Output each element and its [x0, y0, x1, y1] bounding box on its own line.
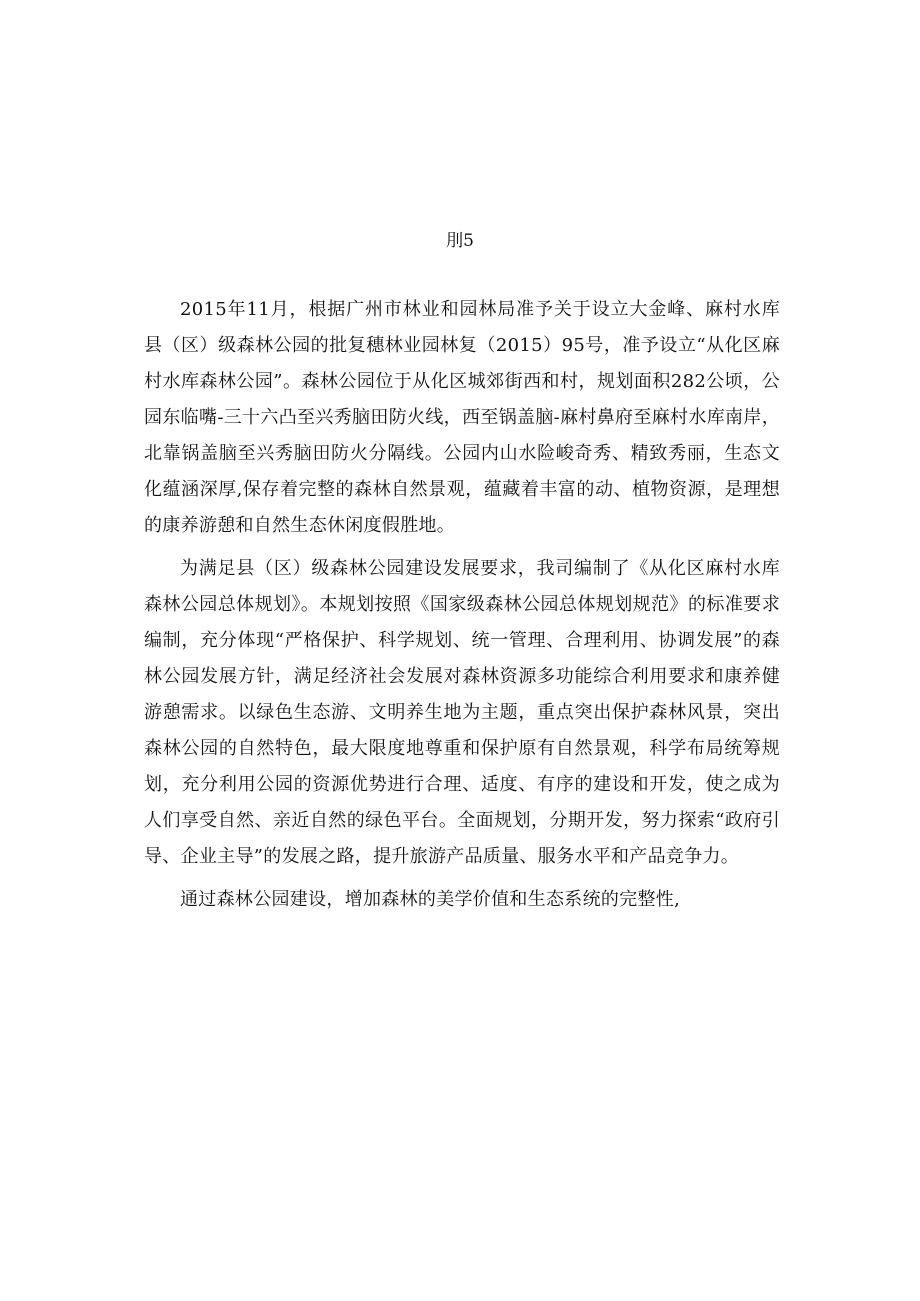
document-body — [144, 292, 780, 918]
paragraph-construction: 通过森林公园建设，增加森林的美学价值和生态系统的完整性, — [180, 889, 681, 910]
page-heading: 刖5 — [446, 231, 474, 251]
paragraph-plan: 为满足县（区）级森林公园建设发展要求，我司编制了《从化区麻村水库森林公园总体规划》。本规划按照《国家级森林公园总体规划规范》的标准要求编制，充分体现“严格保护、科学规划、统一管理、合理利用、协调发展”的森林公园发展方针，满足经济社会发展对森林资源多功能综合利用要求和康养健游憩需求。以绿色生态游、文明养生地为主题，重点突出保护森林风景，突出森林公园的自然特色，最大限度地尊重和保护原有自然景观，科学布局统筹规划，充分利用公园的资源优势进行合理、适度、有序的建设和开发，使之成为人们享受自然、亲近自然的绿色平台。全面规划，分期开发，努力探索“政府引导、企业主导”的发展之路，提升旅游产品质量、服务水平和产品竞争力。 — [144, 558, 780, 867]
paragraph-intro: 2015年11月，根据广州市林业和园林局准予关于设立大金峰、麻村水库县（区）级森林公园的批复穗林业园林复（2015）95号，准予设立“从化区麻村水库森林公园”。森林公园位于从化区城郊街西和村，规划面积282公顷，公园东临嘴-三十六凸至兴秀脑田防火线，西至锅盖脑-麻村鼻府至麻村水库南岸，北靠锅盖脑至兴秀脑田防火分隔线。公园内山水险峻奇秀、精致秀丽，生态文化蕴涵深厚,保存着完整的森林自然景观，蕴藏着丰富的动、植物资源，是理想的康养游憩和自然生态休闲度假胜地。 — [144, 299, 780, 536]
